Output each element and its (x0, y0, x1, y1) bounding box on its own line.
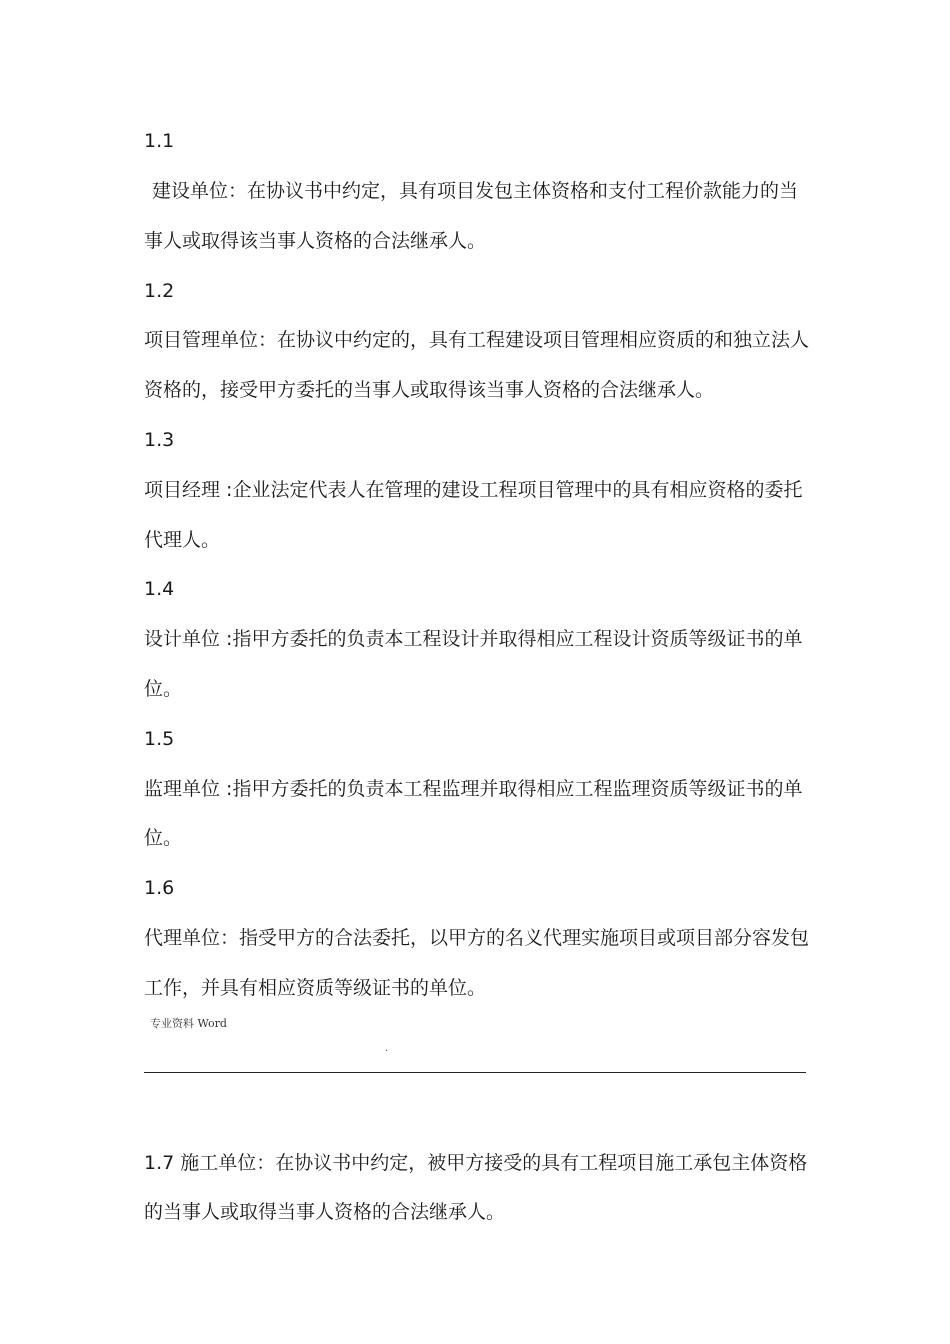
footer-dot: . (385, 1043, 389, 1054)
footer-label: 专业资料 Word (150, 1017, 227, 1030)
clause-text-1-5-line-1: 监理单位 :指甲方委托的负责本工程监理并取得相应工程监理资质等级证书的单 (144, 778, 803, 800)
clause-text-1-1-line-1: 建设单位：在协议书中约定，具有项目发包主体资格和支付工程价款能力的当 (152, 180, 799, 202)
clause-text-1-3-line-2: 代理人。 (144, 529, 221, 551)
page-divider (144, 1072, 806, 1073)
clause-text-1-6-line-1: 代理单位：指受甲方的合法委托，以甲方的名义代理实施项目或项目部分容发包 (144, 927, 810, 949)
clause-text-1-1-line-2: 事人或取得该当事人资格的合法继承人。 (144, 230, 487, 252)
clause-text-1-4-line-2: 位。 (144, 678, 183, 700)
clause-text-1-7-line-2: 的当事人或取得当事人资格的合法继承人。 (144, 1201, 506, 1223)
clause-text-1-2-line-1: 项目管理单位：在协议中约定的，具有工程建设项目管理相应资质的和独立法人 (144, 329, 810, 351)
clause-text-1-2-line-2: 资格的，接受甲方委托的当事人或取得该当事人资格的合法继承人。 (144, 379, 715, 401)
clause-number-1-4: 1.4 (144, 578, 175, 600)
clause-text-1-5-line-2: 位。 (144, 827, 183, 849)
clause-text-1-4-line-1: 设计单位 :指甲方委托的负责本工程设计并取得相应工程设计资质等级证书的单 (144, 628, 803, 650)
clause-text-1-3-line-1: 项目经理 :企业法定代表人在管理的建设工程项目管理中的具有相应资格的委托 (144, 479, 803, 501)
clause-text-1-6-line-2: 工作，并具有相应资质等级证书的单位。 (144, 977, 487, 999)
clause-number-1-2: 1.2 (144, 280, 175, 302)
clause-number-1-5: 1.5 (144, 728, 175, 750)
clause-number-1-6: 1.6 (144, 877, 175, 899)
clause-number-1-3: 1.3 (144, 429, 175, 451)
clause-text-1-7-line-1: 1.7 施工单位：在协议书中约定，被甲方接受的具有工程项目施工承包主体资格 (144, 1152, 808, 1174)
clause-number-1-1: 1.1 (144, 130, 175, 152)
